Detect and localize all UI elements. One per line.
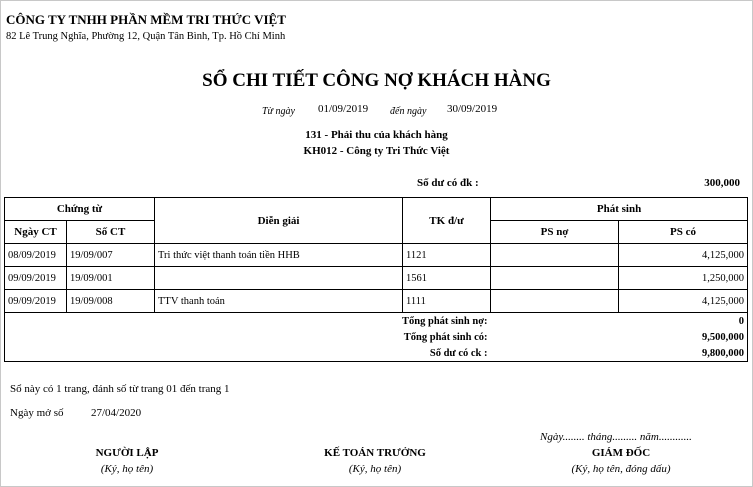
pages-note: Sổ này có 1 trang, đánh số từ trang 01 đến trang 1 — [10, 383, 230, 395]
row-account: 1111 — [403, 290, 491, 313]
opening-balance-value: 300,000 — [704, 177, 740, 189]
sign-date-line: Ngày........ tháng......... năm............ — [540, 431, 692, 443]
from-date: 01/09/2019 — [318, 103, 369, 115]
table-row — [5, 244, 748, 267]
row-account: 1561 — [403, 267, 491, 290]
credit-header: PS có — [619, 221, 748, 244]
chief-accountant-title: KẾ TOÁN TRƯỞNG — [324, 447, 426, 459]
to-date-label: đến ngày — [390, 106, 427, 117]
open-date-label: Ngày mở số — [10, 407, 64, 419]
row-description — [155, 267, 403, 290]
total-credit-label: Tổng phát sinh có: — [5, 329, 491, 345]
debit-header: PS nợ — [491, 221, 619, 244]
row-debit — [491, 267, 619, 290]
table-row — [5, 267, 748, 290]
voucher-no-header: Số CT — [67, 221, 155, 244]
closing-balance-value: 9,800,000 — [491, 345, 748, 362]
opening-balance-label: Số dư có đk : — [417, 177, 479, 189]
report-title: SỔ CHI TIẾT CÔNG NỢ KHÁCH HÀNG — [202, 70, 551, 91]
row-description: Tri thức việt thanh toán tiền HHB — [155, 244, 403, 267]
preparer-sign-note: (Ký, họ tên) — [100, 463, 154, 475]
customer-line: KH012 - Công ty Tri Thức Việt — [303, 145, 450, 157]
open-date: 27/04/2020 — [91, 407, 142, 419]
row-debit — [491, 244, 619, 267]
director-sign-note: (Ký, họ tên, đóng dấu) — [571, 463, 671, 475]
from-date-label: Từ ngày — [262, 106, 295, 117]
closing-balance-label: Số dư có ck : — [5, 345, 491, 362]
row-credit: 4,125,000 — [619, 290, 748, 313]
to-date: 30/09/2019 — [447, 103, 498, 115]
row-description: TTV thanh toán — [155, 290, 403, 313]
description-header: Diễn giải — [155, 198, 403, 244]
company-name: CÔNG TY TNHH PHẦN MỀM TRI THỨC VIỆT — [6, 12, 286, 27]
company-address: 82 Lê Trung Nghĩa, Phường 12, Quận Tân Bình, Tp. Hồ Chí Minh — [6, 31, 286, 42]
director-title: GIÁM ĐỐC — [591, 447, 651, 459]
total-credit-value: 9,500,000 — [491, 329, 748, 345]
row-voucher-no: 19/09/007 — [67, 244, 155, 267]
voucher-group-header: Chứng từ — [5, 198, 155, 221]
row-credit: 1,250,000 — [619, 267, 748, 290]
total-debit-value: 0 — [491, 313, 748, 330]
voucher-date-header: Ngày CT — [5, 221, 67, 244]
table-row — [5, 290, 748, 313]
row-date: 09/09/2019 — [5, 267, 67, 290]
ledger-table — [4, 197, 748, 362]
row-voucher-no: 19/09/008 — [67, 290, 155, 313]
total-debit-label: Tổng phát sinh nợ: — [5, 313, 491, 330]
row-date: 08/09/2019 — [5, 244, 67, 267]
row-credit: 4,125,000 — [619, 244, 748, 267]
counter-account-header: TK đ/ư — [403, 198, 491, 244]
row-voucher-no: 19/09/001 — [67, 267, 155, 290]
preparer-title: NGƯỜI LẬP — [95, 447, 159, 459]
row-account: 1121 — [403, 244, 491, 267]
row-date: 09/09/2019 — [5, 290, 67, 313]
account-line: 131 - Phải thu của khách hàng — [305, 129, 448, 141]
arising-group-header: Phát sinh — [491, 198, 748, 221]
chief-accountant-sign-note: (Ký, họ tên) — [348, 463, 402, 475]
row-debit — [491, 290, 619, 313]
